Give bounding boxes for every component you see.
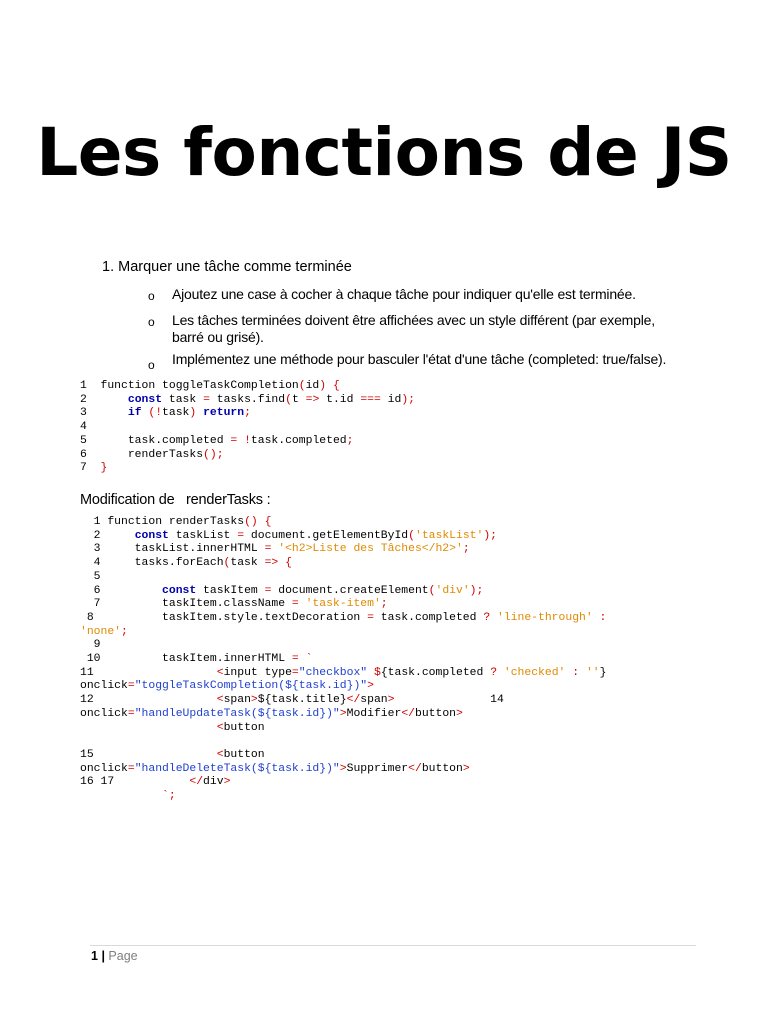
code-line: 3 taskList.innerHTML = '<h2>Liste des Tâches</h2>'; xyxy=(80,543,470,556)
code-line: 4 xyxy=(80,421,87,434)
code-line: 1 function renderTasks() { xyxy=(80,516,272,528)
code-line: 2 const taskList = document.getElementById('taskList'); xyxy=(80,529,498,542)
code-line: 12 <span>${task.title}</span> 14 xyxy=(80,694,504,707)
page-number: 1 xyxy=(91,949,98,963)
code-block-toggle-task xyxy=(80,380,415,476)
code-line: 3 if (!task) return; xyxy=(80,407,251,420)
code-line: 6 renderTasks(); xyxy=(80,448,224,461)
code-line: 1 function toggleTaskCompletion(id) { xyxy=(80,380,340,392)
bullet-item: Ajoutez une case à cocher à chaque tâche pour indiquer qu'elle est terminée. xyxy=(172,286,636,302)
code-line: 7 taskItem.className = 'task-item'; xyxy=(80,598,388,611)
list-item-label: Marquer une tâche comme terminée xyxy=(118,259,352,275)
code-block-render-tasks xyxy=(80,516,606,804)
code-line: 7 } xyxy=(80,462,108,475)
bullet-marker: o xyxy=(148,315,155,329)
list-number: 1. xyxy=(102,259,115,275)
code-line: onclick="handleUpdateTask(${task.id})">Modifier</button> xyxy=(80,707,463,720)
code-line: 5 task.completed = !task.completed; xyxy=(80,434,354,447)
code-line: 8 taskItem.style.textDecoration = task.completed ? 'line-through' : xyxy=(80,611,607,624)
bullet-item: Implémentez une méthode pour basculer l'état d'une tâche (completed: true/false). xyxy=(172,351,667,367)
code-line: onclick="handleDeleteTask(${task.id})">Supprimer</button> xyxy=(80,762,470,775)
code-line: <button xyxy=(216,721,265,734)
bullet-item: Les tâches terminées doivent être affichées avec un style différent (par exemple, barré ou grisé). xyxy=(172,312,655,345)
code-line: 16 17 </div> xyxy=(80,776,231,789)
code-line: 11 <input type="checkbox" ${task.completed ? 'checked' : ''} xyxy=(80,666,607,679)
bullet-marker: o xyxy=(148,289,155,303)
code-line: 4 tasks.forEach(task => { xyxy=(80,557,292,570)
code-line: 2 const task = tasks.find(t => t.id === id); xyxy=(80,393,416,406)
footer-divider xyxy=(90,945,696,946)
page-label: Page xyxy=(108,949,138,963)
code-line: 'none'; xyxy=(80,625,128,638)
code-line: onclick="toggleTaskCompletion(${task.id})"> xyxy=(80,680,374,693)
numbered-list-item xyxy=(102,258,352,276)
code-line: 15 <button xyxy=(80,748,265,761)
bullet-marker: o xyxy=(148,358,155,372)
document-title: Les fonctions de JS xyxy=(36,114,732,191)
code-line: 6 const taskItem = document.createElement('div'); xyxy=(80,584,484,597)
page-footer xyxy=(91,948,138,964)
code-line: 9 xyxy=(80,639,101,652)
code-line: 5 xyxy=(80,570,101,583)
footer-separator: | xyxy=(101,949,105,963)
modification-heading: Modification de renderTasks : xyxy=(80,492,271,508)
code-line: `; xyxy=(162,790,176,803)
code-line: 10 taskItem.innerHTML = ` xyxy=(80,653,313,666)
